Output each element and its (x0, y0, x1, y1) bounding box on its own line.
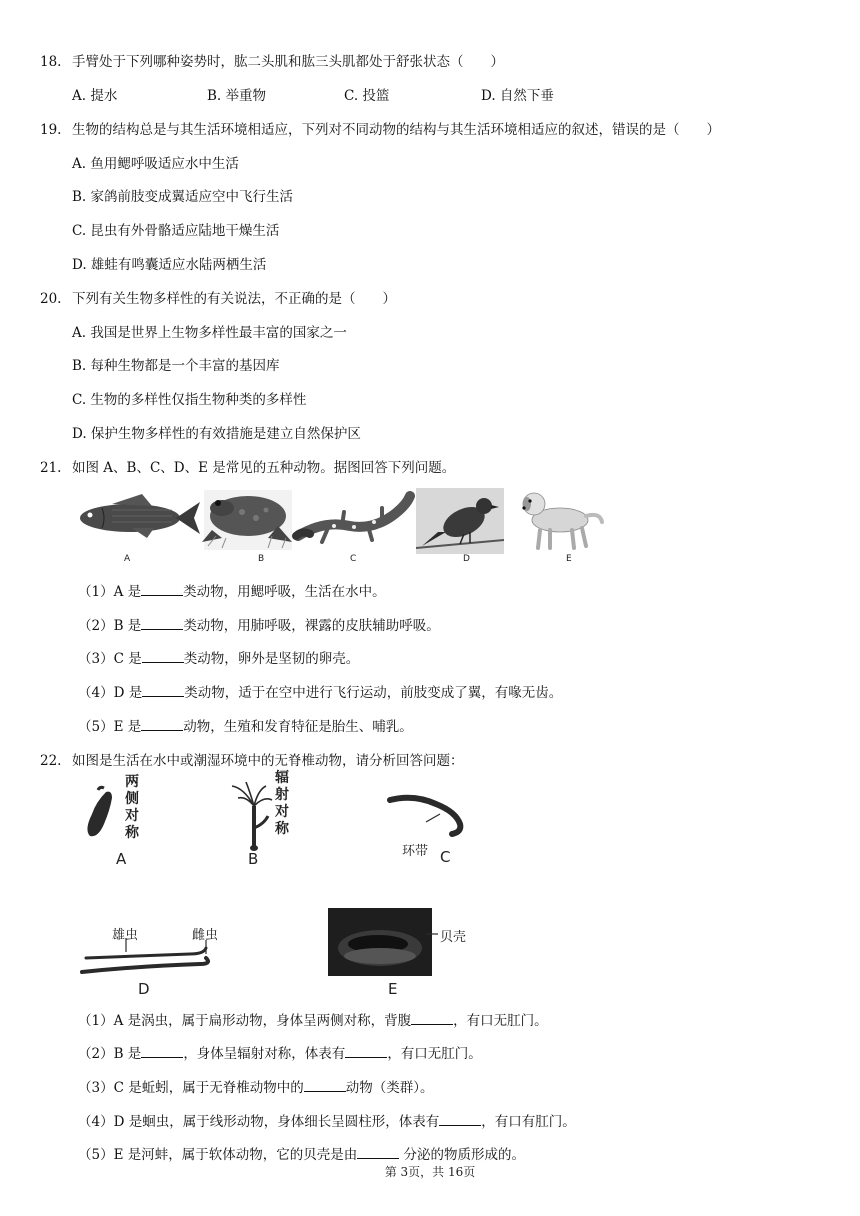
option-b[interactable]: B. 举重物 (207, 88, 267, 104)
page-footer: 第 3页，共 16页 (384, 1165, 476, 1179)
figure-label-b: B (258, 554, 265, 564)
q21-sub-5: （5）E 是 动物，生殖和发育特征是胎生、哺乳。 (78, 719, 413, 735)
hydra-icon (216, 776, 306, 868)
lizard-icon (296, 496, 410, 542)
figure-label-a: A (124, 554, 131, 564)
q21-sub-1: （1）A 是 类动物，用鳃呼吸，生活在水中。 (78, 584, 386, 600)
option-c[interactable]: C. 昆虫有外骨骼适应陆地干燥生活 (72, 223, 280, 239)
question-stem: 手臂处于下列哪种姿势时，肱二头肌和肱三头肌都处于舒张状态（ ） (72, 54, 504, 70)
q22-sub-3: （3）C 是蚯蚓，属于无脊椎动物中的 动物（类群）。 (78, 1080, 434, 1096)
animals-figure (72, 486, 632, 570)
answer-blank[interactable] (141, 583, 183, 596)
question-stem: 下列有关生物多样性的有关说法，不正确的是（ ） (72, 291, 396, 307)
clitellum-label: 环带 (402, 844, 429, 859)
figure-b-hydra (216, 770, 306, 868)
answer-blank[interactable] (411, 1012, 453, 1025)
q21-sub-2: （2）B 是 类动物，用肺呼吸，裸露的皮肤辅助呼吸。 (78, 618, 440, 634)
female-worm-label: 雌虫 (192, 928, 219, 943)
option-c[interactable]: C. 生物的多样性仅指生物种类的多样性 (72, 392, 307, 408)
earthworm-icon (384, 792, 484, 868)
question-number: 22. (40, 753, 62, 769)
q21-sub-4: （4）D 是 类动物，适于在空中进行飞行运动，前肢变成了翼，有喙无齿。 (78, 685, 563, 701)
option-d[interactable]: D. 自然下垂 (481, 88, 554, 104)
option-b[interactable]: B. 家鸽前肢变成翼适应空中飞行生活 (72, 189, 294, 205)
q22-sub-2: （2）B 是 ，身体呈辐射对称，体表有 ，有口无肛门。 (78, 1046, 482, 1062)
question-stem: 生物的结构总是与其生活环境相适应，下列对不同动物的结构与其生活环境相适应的叙述，错误的是（ ） (72, 122, 720, 138)
answer-blank[interactable] (357, 1146, 399, 1159)
fish-icon (80, 494, 200, 538)
option-a[interactable]: A. 提水 (72, 88, 118, 104)
male-worm-label: 雄虫 (112, 928, 139, 943)
answer-blank[interactable] (141, 718, 183, 731)
figure-d-roundworm (80, 920, 240, 1000)
mussel-shell-icon (328, 908, 488, 1000)
question-21 (40, 456, 455, 476)
answer-blank[interactable] (345, 1045, 387, 1058)
figure-label-d: D (138, 980, 150, 998)
question-22 (40, 749, 464, 769)
shell-label: 贝壳 (440, 930, 467, 945)
planarian-icon (74, 772, 154, 868)
answer-blank[interactable] (141, 617, 183, 630)
question-stem: 如图是生活在水中或潮湿环境中的无脊椎动物，请分析回答问题： (72, 753, 464, 769)
figure-label-c: C (440, 848, 451, 866)
option-a[interactable]: A. 我国是世界上生物多样性最丰富的国家之一 (72, 325, 347, 341)
symmetry-label: 辐 射 对 称 (275, 770, 289, 837)
option-d[interactable]: D. 保护生物多样性的有效措施是建立自然保护区 (72, 426, 361, 442)
frog-icon (202, 490, 292, 550)
q21-sub-3: （3）C 是 类动物，卵外是坚韧的卵壳。 (78, 651, 360, 667)
figure-c-earthworm (384, 792, 484, 868)
figure-a-planarian (74, 772, 154, 868)
figure-label-e: E (388, 980, 398, 998)
dog-icon (522, 493, 602, 548)
answer-blank[interactable] (142, 684, 184, 697)
question-19 (40, 118, 720, 138)
figure-e-mussel (328, 908, 488, 1000)
answer-blank[interactable] (142, 650, 184, 663)
symmetry-label: 两 侧 对 称 (125, 774, 139, 841)
question-18 (40, 50, 504, 70)
answer-blank[interactable] (304, 1079, 346, 1092)
option-d[interactable]: D. 雄蛙有鸣囊适应水陆两栖生活 (72, 257, 267, 273)
q22-sub-5: （5）E 是河蚌，属于软体动物，它的贝壳是由 分泌的物质形成的。 (78, 1147, 526, 1163)
question-number: 19. (40, 122, 62, 138)
figure-label-a: A (116, 850, 127, 868)
bird-icon (416, 488, 504, 554)
q22-sub-4: （4）D 是蛔虫，属于线形动物，身体细长呈圆柱形，体表有 ，有口有肛门。 (78, 1114, 576, 1130)
question-number: 21. (40, 460, 62, 476)
figure-label-e: E (566, 554, 572, 564)
figure-label-c: C (350, 554, 357, 564)
figure-label-b: B (248, 850, 259, 868)
question-stem: 如图 A、B、C、D、E 是常见的五种动物。据图回答下列问题。 (72, 460, 456, 476)
option-a[interactable]: A. 鱼用鳃呼吸适应水中生活 (72, 156, 239, 172)
answer-blank[interactable] (141, 1045, 183, 1058)
option-b[interactable]: B. 每种生物都是一个丰富的基因库 (72, 358, 280, 374)
question-20 (40, 287, 396, 307)
figure-label-d: D (463, 554, 470, 564)
option-c[interactable]: C. 投篮 (344, 88, 390, 104)
answer-blank[interactable] (439, 1113, 481, 1126)
question-number: 18. (40, 54, 62, 70)
q22-sub-1: （1）A 是涡虫，属于扁形动物，身体呈两侧对称，背腹 ，有口无肛门。 (78, 1013, 548, 1029)
question-number: 20. (40, 291, 62, 307)
